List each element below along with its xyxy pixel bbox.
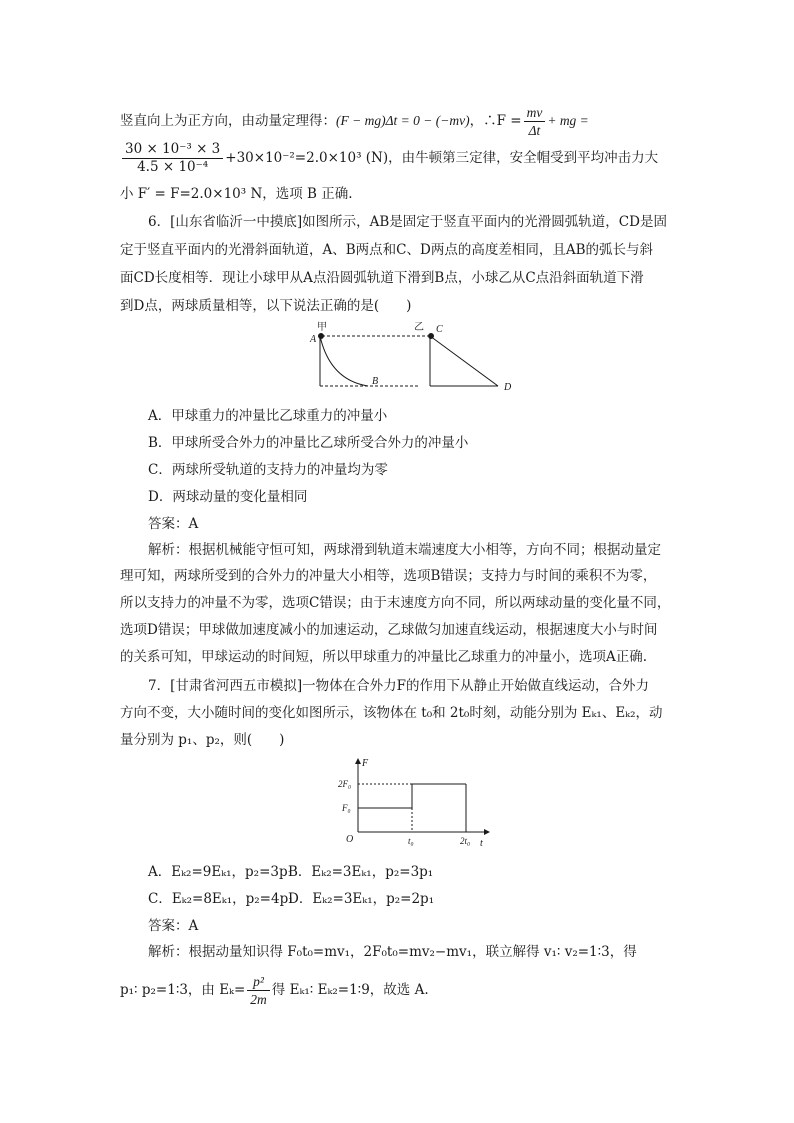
q6-explain-line-1: 解析：根据机械能守恒可知，两球滑到轨道末端速度大小相等，方向不同；根据动量定 xyxy=(148,542,661,558)
q7-stem-line-2: 方向不变，大小随时间的变化如图所示，该物体在 t₀和 2t₀时刻，动能分别为 Eₖ₁、Eₖ₂，动 xyxy=(120,705,663,721)
solution-line-3: 小 F′ = F=2.0×10³ N，选项 B 正确. xyxy=(120,186,353,202)
text: 竖直向上为正方向，由动量定理得： xyxy=(120,113,336,129)
y-tick-F0: F₀ xyxy=(342,803,351,813)
force-series-line xyxy=(358,784,466,808)
fraction: $\frac{\text{p²}}{2m}$ xyxy=(247,973,270,1008)
text: p₁∶ p₂=1∶3，由 Eₖ= xyxy=(120,982,246,998)
q6-stem-line-4: 到D点，两球质量相等，以下说法正确的是( ) xyxy=(120,298,412,314)
ball-jia xyxy=(318,333,324,339)
fraction: $\frac{mv}{\Delta t}$ xyxy=(524,104,546,139)
solution-line-1 xyxy=(120,104,589,139)
q6-option-c: C．两球所受轨道的支持力的冲量均为零 xyxy=(148,462,388,478)
q6-stem-line-2: 定于竖直平面内的光滑斜面轨道，A、B两点和C、D两点的高度差相同，且AB的弧长与斜 xyxy=(120,242,653,258)
q7-option-d: D．Eₖ₂=3Eₖ₁，p₂=2p₁ xyxy=(288,891,435,907)
q6-option-b: B．甲球所受合外力的冲量比乙球所受合外力的冲量小 xyxy=(148,435,469,451)
q7-stem-line-1: 7．[甘肃省河西五市模拟]一物体在合外力F的作用下从静止开始做直线运动，合外力 xyxy=(148,678,649,694)
ball-yi xyxy=(428,333,434,339)
q6-explain-line-3: 所以支持力的冲量不为零，选项C错误；由于末速度方向不同，所以两球动量的变化量不同， xyxy=(120,595,671,611)
label-jia: 甲 xyxy=(317,322,327,333)
q6-answer: 答案：A xyxy=(148,516,199,532)
origin-label: O xyxy=(346,834,354,845)
x-tick-2t0: 2t₀ xyxy=(460,836,471,846)
y-axis-arrow-icon xyxy=(355,758,361,764)
q7-option-b: B．Eₖ₂=3Eₖ₁，p₂=3p₁ xyxy=(288,864,434,880)
q7-option-c: C．Eₖ₂=8Eₖ₁，p₂=4p₁ xyxy=(148,891,294,907)
label-A: A xyxy=(310,334,317,345)
q6-track-figure xyxy=(300,318,520,394)
text: 得 Eₖ₁∶ Eₖ₂=1∶9，故选 A. xyxy=(271,982,429,998)
x-axis-label: t xyxy=(480,838,483,849)
text: + mg = xyxy=(547,113,589,128)
y-axis-label: F xyxy=(362,758,369,769)
q6-option-d: D．两球动量的变化量相同 xyxy=(148,489,308,505)
fraction: $\frac{\text{30 × 10⁻³ × 3}}{\text{4.5 × 10⁻⁴}}$ xyxy=(122,141,223,176)
y-tick-2F0: 2F₀ xyxy=(338,779,352,789)
label-B: B xyxy=(372,376,379,387)
incline-track-CD xyxy=(430,336,498,386)
q6-explain-line-5: 的关系可知，甲球运动的时间短，所以甲球重力的冲量比乙球重力的冲量小，选项A正确. xyxy=(120,649,648,665)
text: +30×10⁻²=2.0×10³ (N)，由牛顿第三定律，安全帽受到平均冲击力大 xyxy=(225,150,659,166)
q7-force-time-chart xyxy=(330,756,490,850)
q7-stem-line-3: 量分别为 p₁、p₂，则( ) xyxy=(120,732,285,748)
q7-explain-line-2 xyxy=(120,972,429,1008)
label-D: D xyxy=(504,382,512,393)
q6-explain-line-4: 选项D错误；甲球做加速度减小的加速运动，乙球做匀加速直线运动，根据速度大小与时间 xyxy=(120,622,658,638)
q7-explain-line-1: 解析：根据动量知识得 F₀t₀=mv₁，2F₀t₀=mv₂−mv₁，联立解得 v₁∶ v₂=1∶3，得 xyxy=(148,944,637,960)
q6-option-a: A．甲球重力的冲量比乙球重力的冲量小 xyxy=(148,408,388,424)
q6-stem-line-3: 面CD长度相等．现让小球甲从A点沿圆弧轨道下滑到B点，小球乙从C点沿斜面轨道下滑 xyxy=(120,270,644,286)
q6-explain-line-2: 理可知，两球所受到的合外力的冲量大小相等，选项B错误；支持力与时间的乘积不为零， xyxy=(120,568,657,584)
q6-stem-line-1: 6．[山东省临沂一中摸底]如图所示，AB是固定于竖直平面内的光滑圆弧轨道，CD是固 xyxy=(148,214,667,230)
solution-line-2 xyxy=(120,140,658,176)
momentum-equation: (F − mg)Δt = 0 − (−mv) xyxy=(336,113,470,128)
label-C: C xyxy=(436,324,443,335)
arc-track-AB xyxy=(320,336,368,386)
x-tick-t0: t₀ xyxy=(408,836,414,846)
text: ，∴F = xyxy=(469,113,522,129)
q7-answer: 答案：A xyxy=(148,918,199,934)
label-yi: 乙 xyxy=(414,322,424,333)
x-axis-arrow-icon xyxy=(484,829,490,835)
q7-option-a: A．Eₖ₂=9Eₖ₁，p₂=3p₁ xyxy=(148,864,294,880)
